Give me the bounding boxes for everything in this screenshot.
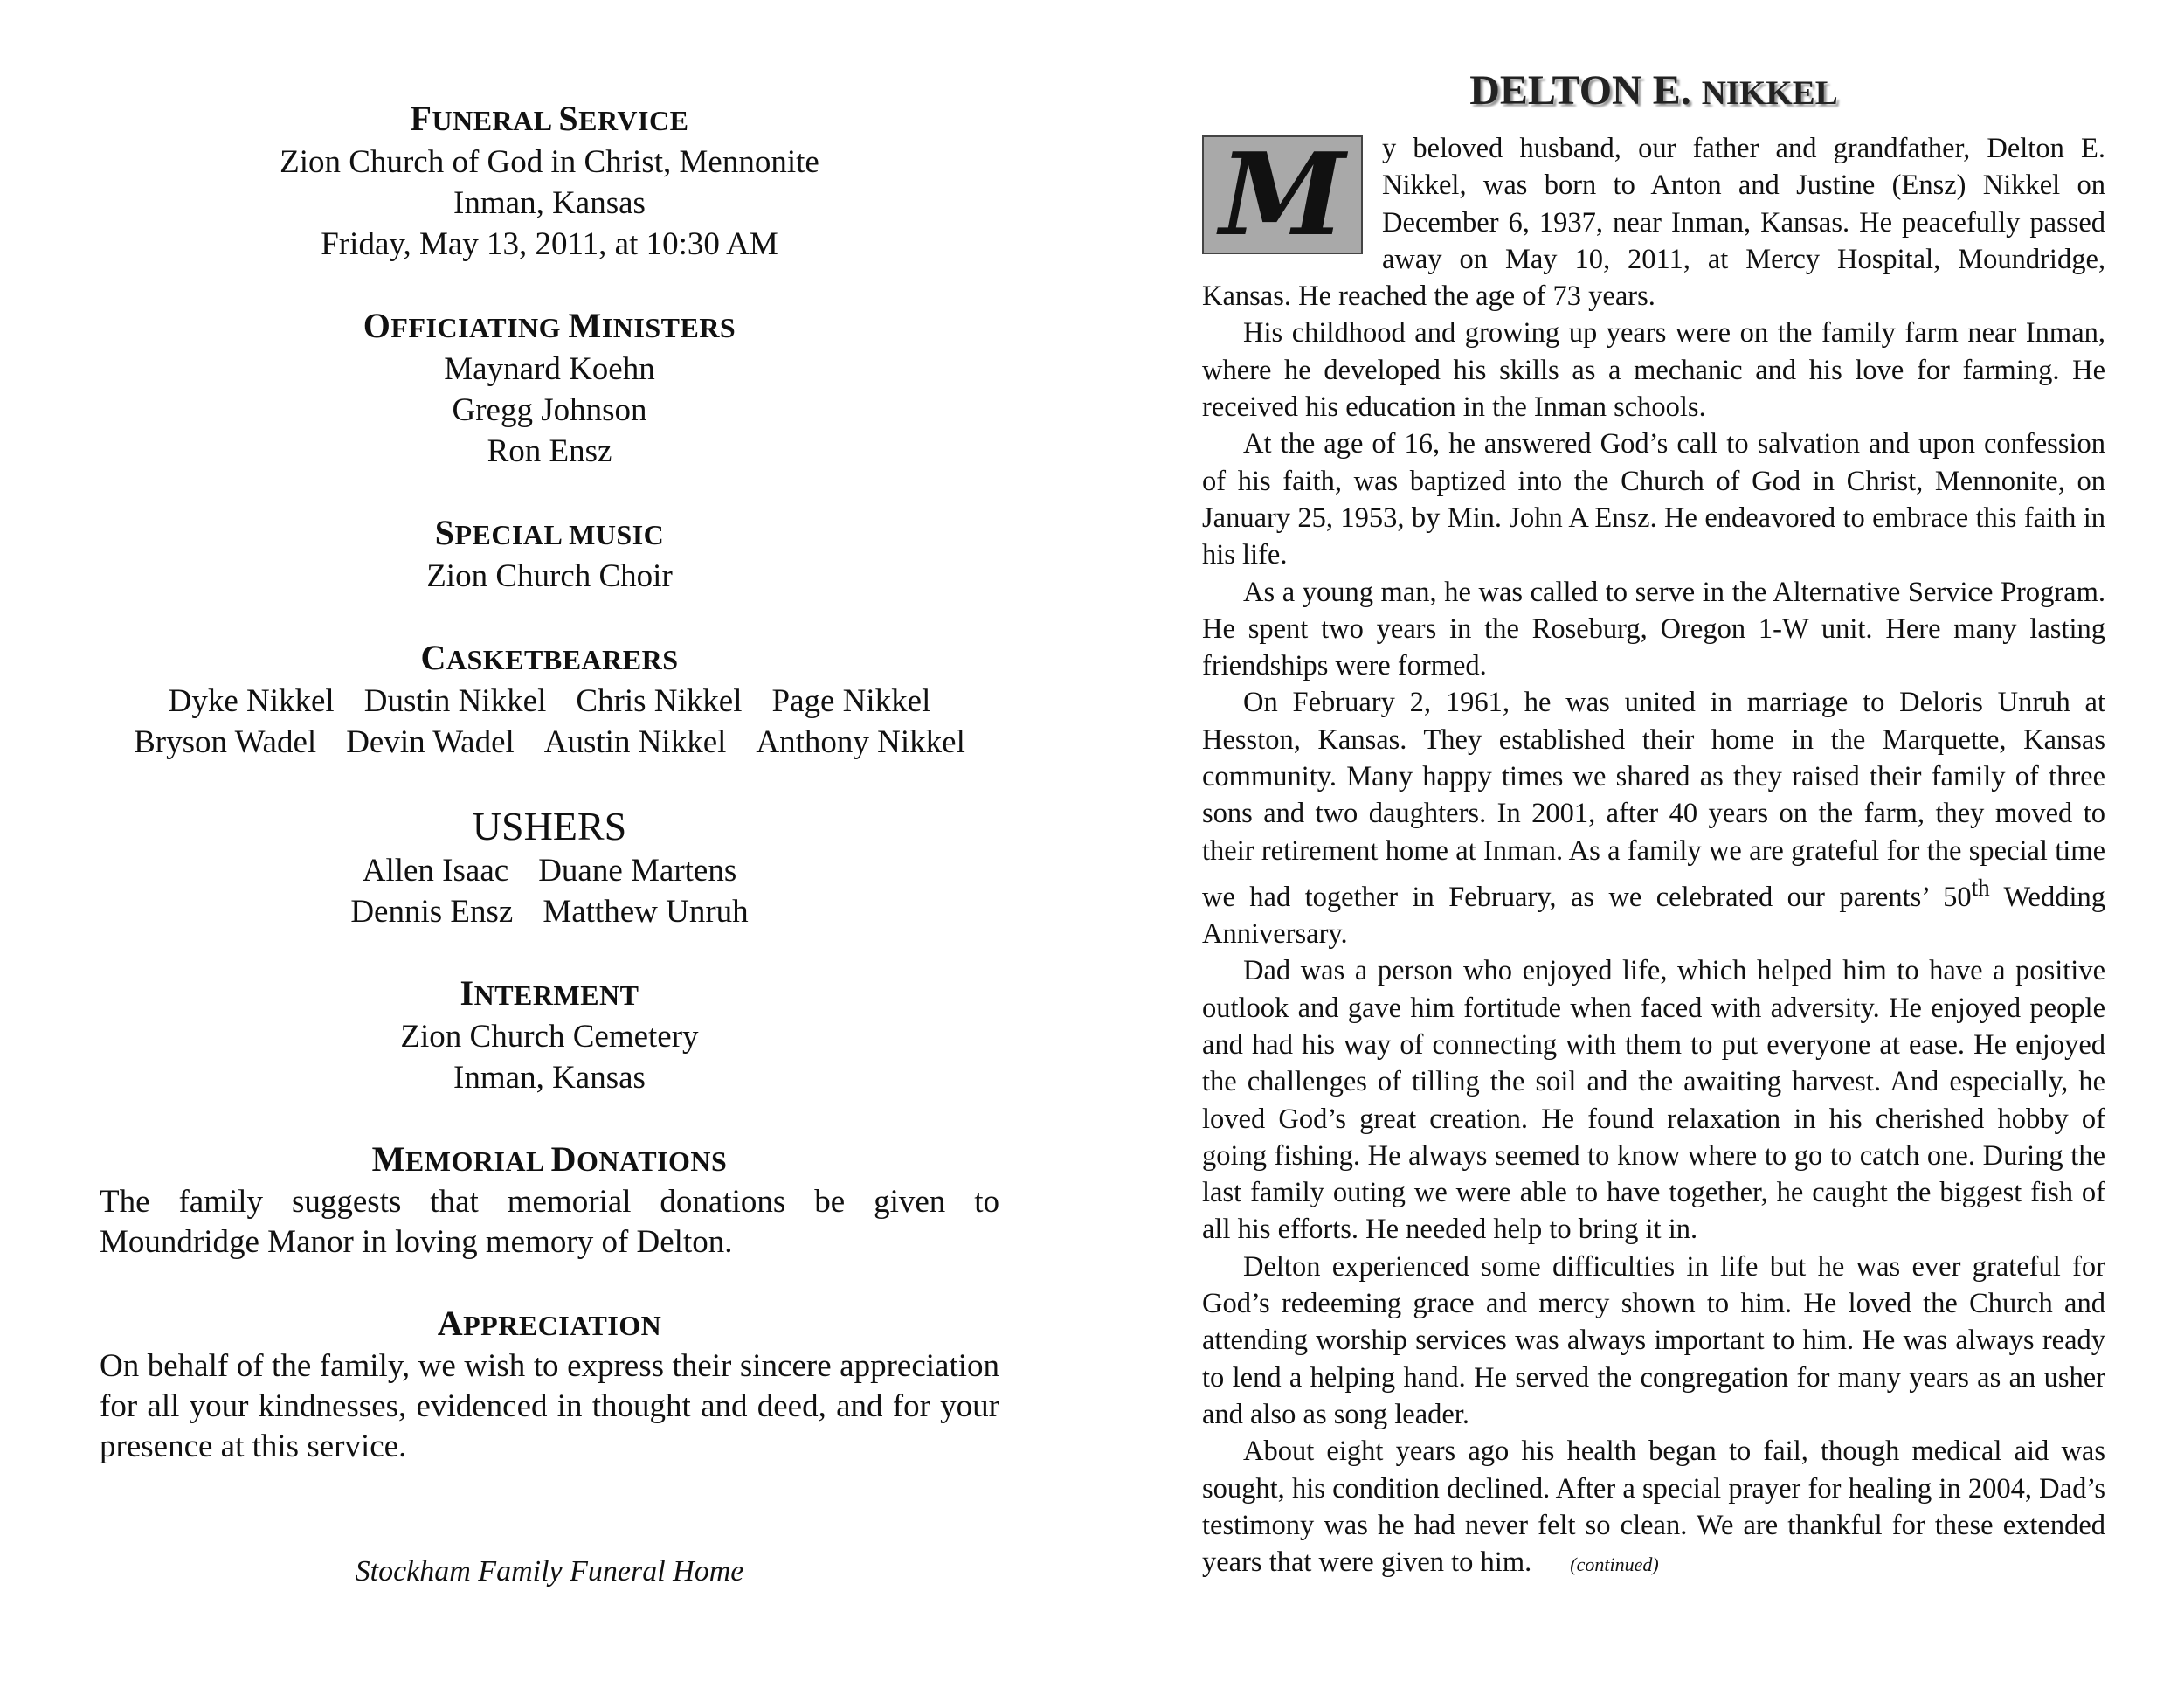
casketbearer-name: Austin Nikkel	[543, 724, 727, 760]
funeral-home-credit: Stockham Family Funeral Home	[355, 1555, 744, 1588]
obituary-paragraph: Delton experienced some difficulties in life but he was ever grateful for God’s redeeming grace and mercy shown to him. He loved the Church and attending worship services was always important to him. He was always ready to lend a helping hand. He served the congregation for many years as an usher and also as song leader.	[1202, 1250, 2105, 1430]
funeral-service-section	[100, 98, 999, 265]
ushers-row	[100, 891, 999, 932]
casketbearers-row	[100, 722, 999, 763]
obituary-title: DELTON E. NIKKEL	[1469, 67, 1838, 114]
special-music-section	[100, 512, 999, 597]
obituary-paragraph: y beloved husband, our father and grandfather, Delton E. Nikkel, was born to Anton and Justine (Ensz) Nikkel on December 6, 1937, near Inman, Kansas. He peacefully passed away on May 10, 2011, at Mercy Hospital, Moundridge, Kansas. He reached the age of 73 years.	[1202, 133, 2105, 313]
usher-name: Duane Martens	[538, 853, 737, 889]
ushers-heading: USHERS	[472, 804, 627, 848]
continued-note: (continued)	[1570, 1553, 1659, 1576]
drop-cap-letter: M	[1202, 135, 1363, 254]
ushers-section	[100, 803, 999, 932]
usher-name: Matthew Unruh	[543, 894, 749, 930]
interment-city: Inman, Kansas	[453, 1060, 646, 1096]
casketbearer-name: Devin Wadel	[346, 724, 515, 760]
appreciation-text: On behalf of the family, we wish to express their sincere appreciation for all your kindnesses, evidenced in thought and deed, and for your presence at this service.	[100, 1348, 999, 1464]
casketbearer-name: Page Nikkel	[771, 683, 931, 719]
obituary-paragraph: His childhood and growing up years were on the family farm near Inman, where he developed his skills as a mechanic and his love for farming. He received his education in the Inman schools.	[1202, 317, 2105, 424]
casketbearer-name: Dustin Nikkel	[363, 683, 547, 719]
interment-section	[100, 972, 999, 1098]
minister-name: Maynard Koehn	[444, 351, 655, 387]
usher-name: Allen Isaac	[362, 853, 509, 889]
interment-heading: INTERMENT	[460, 973, 639, 1013]
casketbearers-row	[100, 681, 999, 722]
obituary-paragraph: Dad was a person who enjoyed life, which helped him to have a positive outlook and gave him fortitude when faced with adversity. He enjoyed people and had his way of connecting with them to put everyone at ease. He enjoyed the challenges of tilling the soil and the awaiting harvest. And especially, he loved God’s great creation. He found relaxation in his cherished hobby of going fishing. He always seemed to know where to go to catch one. During the last family outing we were able to have together, he caught the biggest fish of all his efforts. He needed help to bring it in.	[1202, 955, 2105, 1246]
special-music-heading: SPECIAL MUSIC	[434, 513, 665, 552]
obituary-paragraph: As a young man, he was called to serve in the Alternative Service Program. He spent two years in the Roseburg, Oregon 1-W unit. Here many lasting friendships were formed.	[1202, 576, 2105, 682]
service-location: Zion Church of God in Christ, Mennonite	[280, 144, 819, 180]
casketbearer-name: Chris Nikkel	[576, 683, 743, 719]
memorial-donations-section	[100, 1138, 999, 1263]
appreciation-section	[100, 1303, 999, 1467]
casketbearers-section	[100, 637, 999, 763]
minister-name: Gregg Johnson	[452, 392, 647, 428]
obituary-paragraph: On February 2, 1961, he was united in marriage to Deloris Unruh at Hesston, Kansas. They established their home in the Marquette, Kansas community. Many happy times we shared as they raised their family of three sons and two daughters. In 2001, after 40 years on the farm, they moved to their retirement home at Inman. As a family we are grateful for the special time we had together in February, as we celebrated our parents’ 50th Wedding Anniversary.	[1202, 687, 2105, 951]
funeral-service-heading: FUNERAL SERVICE	[410, 99, 689, 138]
memorial-donations-heading: MEMORIAL DONATIONS	[371, 1139, 728, 1179]
memorial-donations-text: The family suggests that memorial donations be given to Moundridge Manor in loving memory of Delton.	[100, 1184, 999, 1260]
service-details-panel	[100, 98, 999, 1507]
obituary-paragraph: At the age of 16, he answered God’s call to salvation and upon confession of his faith, was baptized into the Church of God in Christ, Mennonite, on January 25, 1953, by Min. John A Ensz. He endeavored to embrace this faith in his life.	[1202, 428, 2105, 571]
service-date: Friday, May 13, 2011, at 10:30 AM	[321, 226, 778, 262]
service-city: Inman, Kansas	[453, 185, 646, 221]
ushers-row	[100, 850, 999, 891]
special-music-performer: Zion Church Choir	[426, 558, 673, 594]
appreciation-heading: APPRECIATION	[437, 1304, 662, 1343]
usher-name: Dennis Ensz	[350, 894, 514, 930]
casketbearers-heading: CASKETBEARERS	[420, 638, 679, 677]
obituary-panel	[1202, 66, 2105, 1583]
officiating-ministers-section	[100, 305, 999, 472]
obituary-paragraph: About eight years ago his health began to fail, though medical aid was sought, his condition declined. After a special prayer for healing in 2004, Dad’s testimony was he had never felt so clean. We are thankful for these extended years that were given to him. (continued)	[1202, 1435, 2105, 1579]
casketbearer-name: Dyke Nikkel	[168, 683, 335, 719]
casketbearer-name: Bryson Wadel	[134, 724, 317, 760]
casketbearer-name: Anthony Nikkel	[756, 724, 965, 760]
interment-location: Zion Church Cemetery	[400, 1019, 699, 1055]
officiating-ministers-heading: OFFICIATING MINISTERS	[363, 306, 736, 345]
minister-name: Ron Ensz	[487, 433, 612, 469]
